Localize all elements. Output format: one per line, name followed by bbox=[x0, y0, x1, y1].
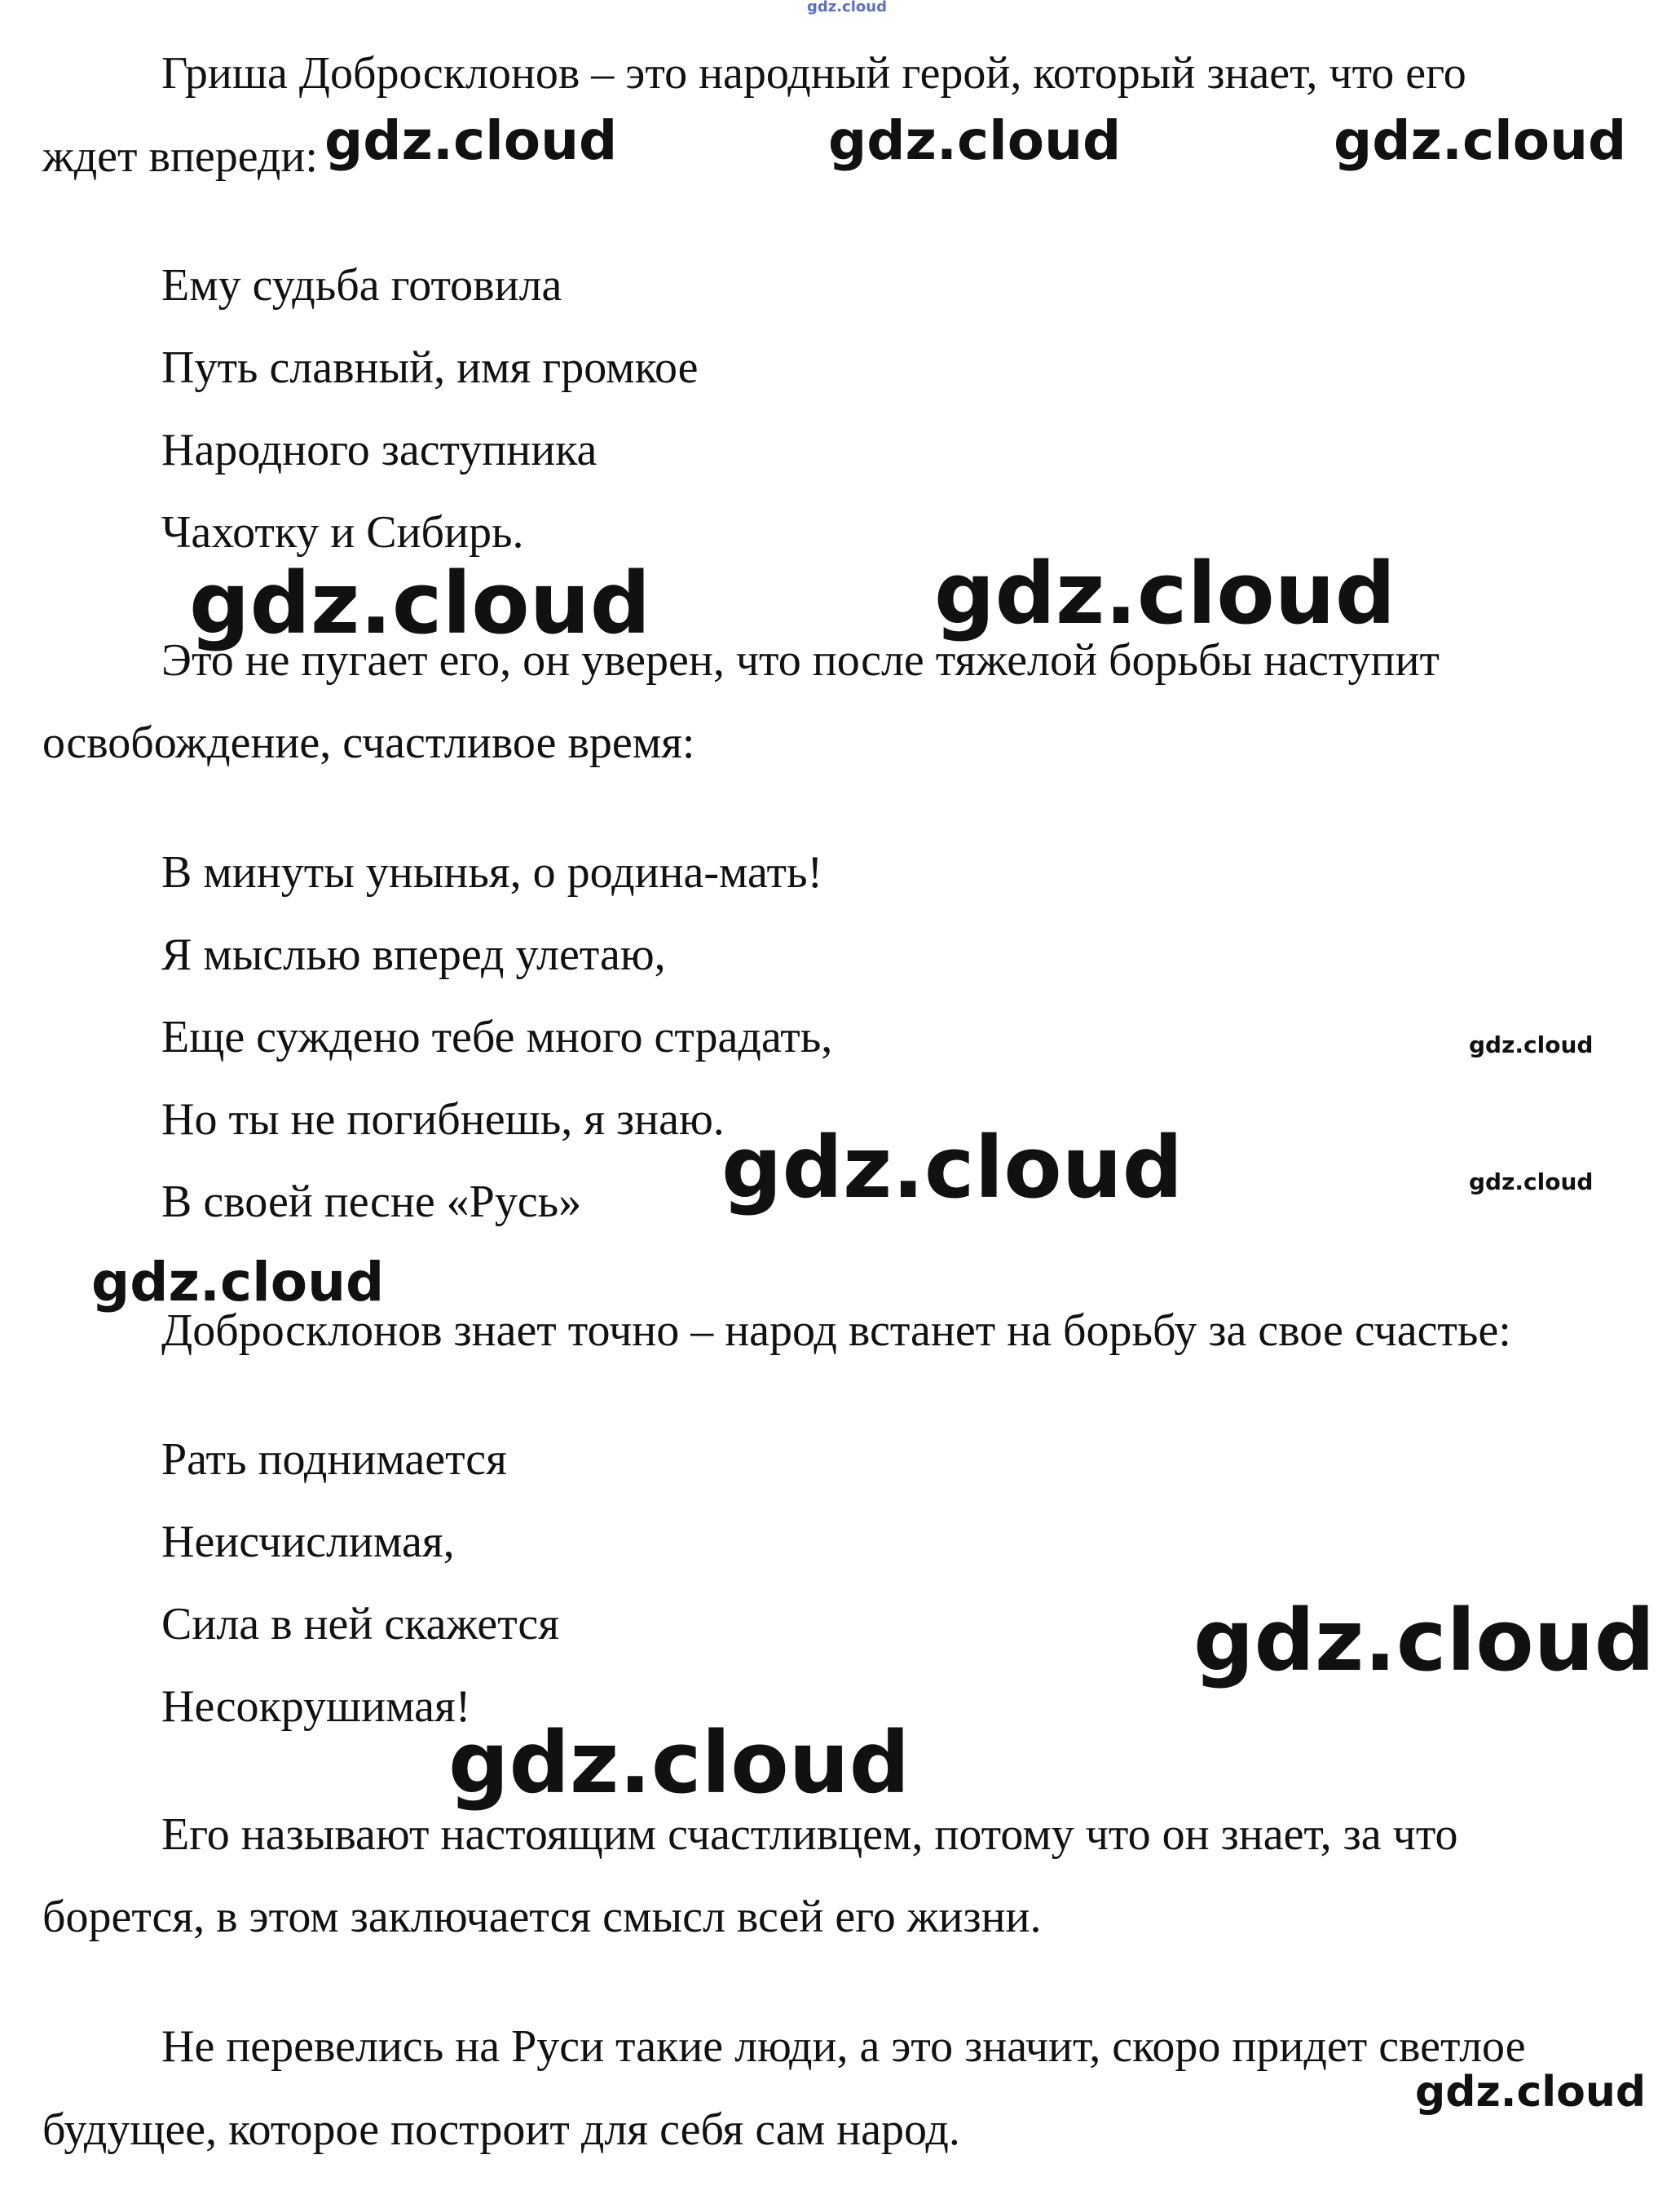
watermark: gdz.cloud bbox=[91, 1251, 385, 1314]
watermark: gdz.cloud bbox=[189, 554, 651, 653]
poem-2-line-2: Я мыслью вперед улетаю, bbox=[161, 929, 666, 980]
watermark: gdz.cloud bbox=[1415, 2068, 1647, 2117]
paragraph-3-line-1: Добросклонов знает точно – народ встанет на борьбу за свое счастье: bbox=[161, 1305, 1511, 1356]
watermark: gdz.cloud bbox=[324, 109, 618, 172]
poem-1-line-4: Чахотку и Сибирь. bbox=[161, 507, 524, 558]
poem-1-line-3: Народного заступника bbox=[161, 425, 597, 475]
poem-3-line-2: Неисчислимая, bbox=[161, 1517, 455, 1567]
poem-1-line-1: Ему судьба готовила bbox=[161, 260, 562, 311]
poem-2-line-5: В своей песне «Русь» bbox=[161, 1177, 582, 1227]
watermark: gdz.cloud bbox=[934, 544, 1396, 643]
paragraph-4-line-1: Его называют настоящим счастливцем, потому что он знает, за что bbox=[161, 1809, 1458, 1860]
paragraph-1-line-2: ждет впереди: bbox=[42, 131, 318, 182]
poem-1-line-2: Путь славный, имя громкое bbox=[161, 342, 699, 393]
watermark-top: gdz.cloud bbox=[807, 0, 887, 15]
watermark: gdz.cloud bbox=[448, 1713, 911, 1813]
paragraph-2-line-2: освобождение, счастливое время: bbox=[42, 718, 695, 768]
poem-3-line-3: Сила в ней скажется bbox=[161, 1599, 560, 1649]
watermark: gdz.cloud bbox=[1469, 1168, 1594, 1195]
watermark: gdz.cloud bbox=[1469, 1031, 1594, 1058]
poem-3-line-4: Несокрушимая! bbox=[161, 1681, 471, 1732]
watermark: gdz.cloud bbox=[1193, 1591, 1656, 1690]
watermark: gdz.cloud bbox=[721, 1118, 1184, 1217]
paragraph-2-line-1: Это не пугает его, он уверен, что после тяжелой борьбы наступит bbox=[161, 635, 1440, 686]
paragraph-5-line-1: Не перевелись на Руси такие люди, а это значит, скоро придет светлое bbox=[161, 2021, 1526, 2072]
watermark: gdz.cloud bbox=[828, 109, 1122, 172]
poem-3-line-1: Рать поднимается bbox=[161, 1434, 507, 1485]
poem-2-line-4: Но ты не погибнешь, я знаю. bbox=[161, 1094, 725, 1145]
poem-2-line-3: Еще суждено тебе много страдать, bbox=[161, 1012, 833, 1062]
poem-2-line-1: В минуты унынья, о родина-мать! bbox=[161, 847, 823, 898]
paragraph-4-line-2: борется, в этом заключается смысл всей его жизни. bbox=[42, 1892, 1042, 1942]
paragraph-1-line-1: Гриша Добросклонов – это народный герой, который знает, что его bbox=[161, 48, 1466, 99]
watermark: gdz.cloud bbox=[1334, 109, 1627, 172]
paragraph-5-line-2: будущее, которое построит для себя сам народ. bbox=[42, 2104, 960, 2155]
